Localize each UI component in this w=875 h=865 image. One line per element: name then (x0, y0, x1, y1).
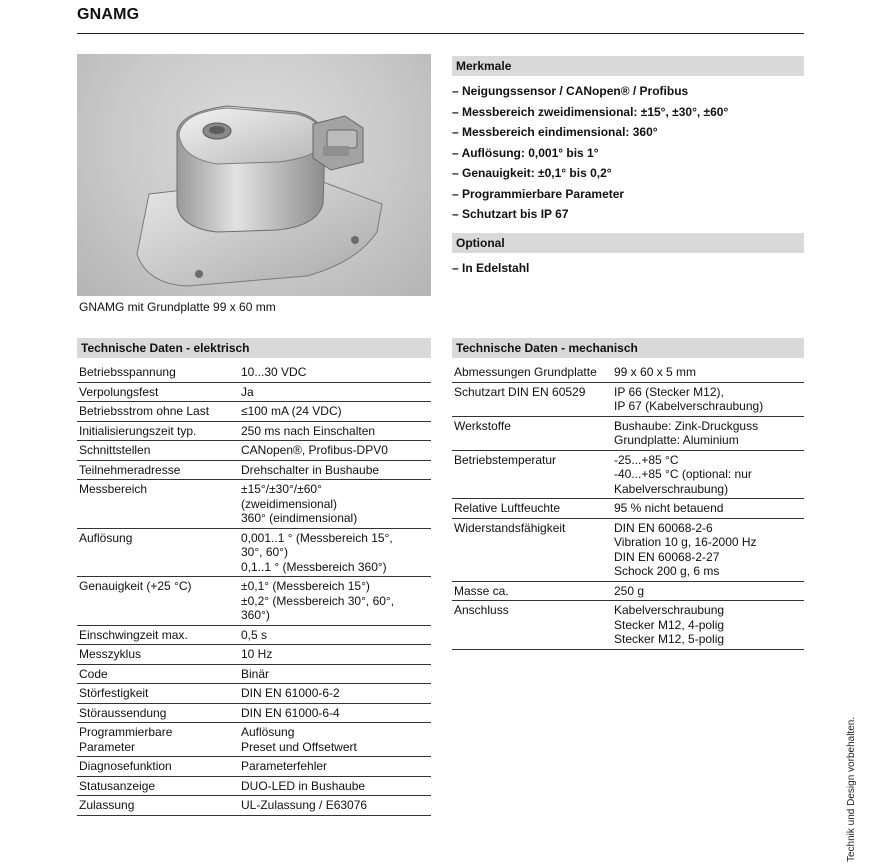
spec-label (452, 518, 612, 581)
table-row (77, 480, 431, 529)
list-item: – In Edelstahl (452, 261, 530, 275)
spec-label (77, 723, 239, 757)
spec-label (77, 480, 239, 529)
spec-label (452, 450, 612, 499)
spec-label (77, 441, 239, 461)
cell-line: 0,001..1 ° (Messbereich 15°, (241, 530, 393, 545)
table-row (452, 499, 804, 519)
table-row (77, 421, 431, 441)
cell-line: Teilnehmeradresse (79, 462, 181, 477)
spec-label (452, 581, 612, 601)
cell-line: 95 % nicht betauend (614, 501, 724, 515)
cell-line: Initialisierungszeit typ. (79, 423, 197, 438)
list-item: – Programmierbare Parameter (452, 186, 625, 201)
mechanical-table (452, 363, 804, 650)
cell-line: Schock 200 g, 6 ms (614, 564, 720, 578)
cell-line: Messbereich (79, 482, 148, 496)
photo-caption: GNAMG mit Grundplatte 99 x 60 mm (79, 300, 276, 314)
cell-line: Stecker M12, 5-polig (614, 632, 725, 646)
spec-label (452, 382, 612, 416)
cell-line: Vibration 10 g, 16-2000 Hz (614, 535, 757, 549)
cell-line: Verpolungsfest (79, 384, 159, 399)
spec-label (452, 601, 612, 650)
spec-label (77, 625, 239, 645)
spec-label (77, 577, 239, 626)
spec-value (612, 601, 804, 650)
spec-value (239, 363, 431, 382)
side-note: Technik und Design vorbehalten. (846, 716, 857, 862)
table-row (77, 528, 431, 577)
spec-label (77, 460, 239, 480)
cell-line: 99 x 60 x 5 mm (614, 365, 697, 379)
spec-label (77, 703, 239, 723)
spec-label (77, 382, 239, 402)
table-row (77, 796, 431, 816)
cell-line: Werkstoffe (454, 418, 511, 433)
cell-line: Statusanzeige (79, 778, 156, 793)
table-row (77, 703, 431, 723)
cell-line: -25...+85 °C (614, 452, 679, 467)
list-item: – Schutzart bis IP 67 (452, 207, 569, 221)
table-row (77, 625, 431, 645)
cell-line: Widerstandsfähigkeit (454, 520, 566, 535)
cell-line: DUO-LED in Bushaube (241, 778, 366, 793)
cell-line: 360°) (241, 608, 270, 622)
cell-line: DIN EN 60068-2-6 (614, 520, 713, 535)
spec-label (77, 757, 239, 777)
spec-value (239, 625, 431, 645)
cell-line: 10...30 VDC (241, 365, 307, 379)
cell-line: ±0,1° (Messbereich 15°) (241, 579, 370, 593)
cell-line: 0,5 s (241, 627, 268, 642)
table-row (77, 382, 431, 402)
spec-value (239, 460, 431, 480)
spec-value (612, 363, 804, 382)
features-list (452, 81, 728, 225)
cell-line: DIN EN 61000-6-2 (241, 686, 340, 700)
spec-label (77, 684, 239, 704)
spec-label (77, 645, 239, 665)
spec-label (77, 664, 239, 684)
table-row (452, 601, 804, 650)
cell-line: CANopen®, Profibus-DPV0 (241, 443, 388, 457)
spec-label (77, 528, 239, 577)
cell-line: DIN EN 60068-2-27 (614, 549, 720, 564)
cell-line: Schutzart DIN EN 60529 (454, 384, 586, 399)
spec-label (77, 796, 239, 816)
table-row (77, 363, 431, 382)
table-row (452, 581, 804, 601)
cell-line: Betriebstemperatur (454, 452, 557, 467)
cell-line: Betriebsspannung (79, 365, 176, 379)
cell-line: Preset und Offsetwert (241, 739, 357, 754)
spec-label (77, 776, 239, 796)
list-item: – Neigungssensor / CANopen® / Profibus (452, 84, 689, 98)
electrical-table (77, 363, 431, 816)
list-item: – Auflösung: 0,001° bis 1° (452, 145, 599, 160)
cell-line: 0,1..1 ° (Messbereich 360°) (241, 559, 387, 574)
features-heading: Merkmale (452, 56, 804, 76)
electrical-heading: Technische Daten - elektrisch (77, 338, 431, 358)
cell-line: Schnittstellen (79, 443, 151, 457)
cell-line: Kabelverschraubung (614, 603, 725, 617)
cell-line: Abmessungen Grundplatte (454, 365, 597, 379)
cell-line: Betriebsstrom ohne Last (79, 404, 210, 418)
table-row (77, 664, 431, 684)
spec-label (77, 402, 239, 422)
cell-line: Messzyklus (79, 647, 142, 661)
cell-line: 250 g (614, 583, 645, 598)
table-row (77, 684, 431, 704)
cell-line: Diagnosefunktion (79, 759, 172, 773)
cell-line: 10 Hz (241, 647, 273, 661)
table-row (452, 518, 804, 581)
spec-value (612, 518, 804, 581)
table-row (452, 363, 804, 382)
spec-value (239, 757, 431, 777)
mechanical-heading: Technische Daten - mechanisch (452, 338, 804, 358)
cell-line: (zweidimensional) (241, 496, 338, 511)
spec-value (239, 776, 431, 796)
cell-line: Parameter (79, 739, 136, 754)
spec-label (77, 421, 239, 441)
table-row (452, 450, 804, 499)
spec-value (239, 402, 431, 422)
spec-label (452, 363, 612, 382)
spec-value (239, 577, 431, 626)
cell-line: Anschluss (454, 603, 509, 617)
spec-value (239, 421, 431, 441)
cell-line: Einschwingzeit max. (79, 627, 188, 642)
spec-value (239, 684, 431, 704)
cell-line: Binär (241, 666, 270, 681)
cell-line: Zulassung (79, 798, 135, 812)
cell-line: Bushaube: Zink-Druckguss (614, 418, 759, 433)
cell-line: Genauigkeit (+25 °C) (79, 579, 192, 593)
table-row (77, 776, 431, 796)
spec-value (239, 528, 431, 577)
optional-list (452, 258, 529, 279)
cell-line: 250 ms nach Einschalten (241, 423, 376, 438)
list-item: – Genauigkeit: ±0,1° bis 0,2° (452, 166, 612, 180)
cell-line: Parameterfehler (241, 759, 328, 773)
spec-value (612, 450, 804, 499)
cell-line: ±15°/±30°/±60° (241, 482, 322, 496)
cell-line: Störaussendung (79, 705, 167, 720)
spec-label (77, 363, 239, 382)
spec-value (239, 382, 431, 402)
table-row (77, 757, 431, 777)
cell-line: ±0,2° (Messbereich 30°, 60°, (241, 593, 395, 608)
table-row (77, 645, 431, 665)
spec-value (239, 723, 431, 757)
optional-heading: Optional (452, 233, 804, 253)
cell-line: Drehschalter in Bushaube (241, 462, 380, 477)
cell-line: 30°, 60°) (241, 545, 288, 559)
cell-line: UL-Zulassung / E63076 (241, 798, 368, 812)
cell-line: Code (79, 666, 108, 681)
cell-line: Auflösung (79, 530, 133, 545)
table-row (77, 460, 431, 480)
spec-label (452, 499, 612, 519)
sensor-photo-icon (77, 54, 431, 296)
cell-line: Stecker M12, 4-polig (614, 617, 725, 632)
spec-value (239, 441, 431, 461)
spec-value (239, 645, 431, 665)
spec-value (239, 796, 431, 816)
spec-value (239, 480, 431, 529)
title-divider (77, 33, 804, 34)
cell-line: DIN EN 61000-6-4 (241, 705, 340, 720)
table-row (77, 441, 431, 461)
cell-line: ≤100 mA (24 VDC) (241, 404, 342, 418)
cell-line: Programmierbare (79, 725, 173, 739)
list-item: – Messbereich eindimensional: 360° (452, 125, 658, 139)
page-title: GNAMG (77, 6, 140, 23)
table-row (452, 382, 804, 416)
list-item: – Messbereich zweidimensional: ±15°, ±30°, ±60° (452, 104, 729, 119)
cell-line: Ja (241, 384, 254, 399)
cell-line: IP 66 (Stecker M12), (614, 384, 724, 399)
table-row (77, 723, 431, 757)
table-row (452, 416, 804, 450)
cell-line: Kabelverschraubung) (614, 481, 729, 496)
cell-line: Störfestigkeit (79, 686, 149, 700)
cell-line: -40...+85 °C (optional: nur (614, 467, 752, 481)
table-row (77, 402, 431, 422)
cell-line: Masse ca. (454, 583, 509, 598)
cell-line: Grundplatte: Aluminium (614, 433, 739, 447)
spec-value (239, 664, 431, 684)
cell-line: IP 67 (Kabelverschraubung) (614, 399, 764, 413)
cell-line: Relative Luftfeuchte (454, 501, 561, 515)
cell-line: Auflösung (241, 725, 295, 739)
spec-value (239, 703, 431, 723)
sensor-photo (77, 54, 431, 296)
spec-value (612, 499, 804, 519)
spec-label (452, 416, 612, 450)
spec-value (612, 416, 804, 450)
spec-value (612, 382, 804, 416)
spec-value (612, 581, 804, 601)
table-row (77, 577, 431, 626)
cell-line: 360° (eindimensional) (241, 511, 358, 525)
